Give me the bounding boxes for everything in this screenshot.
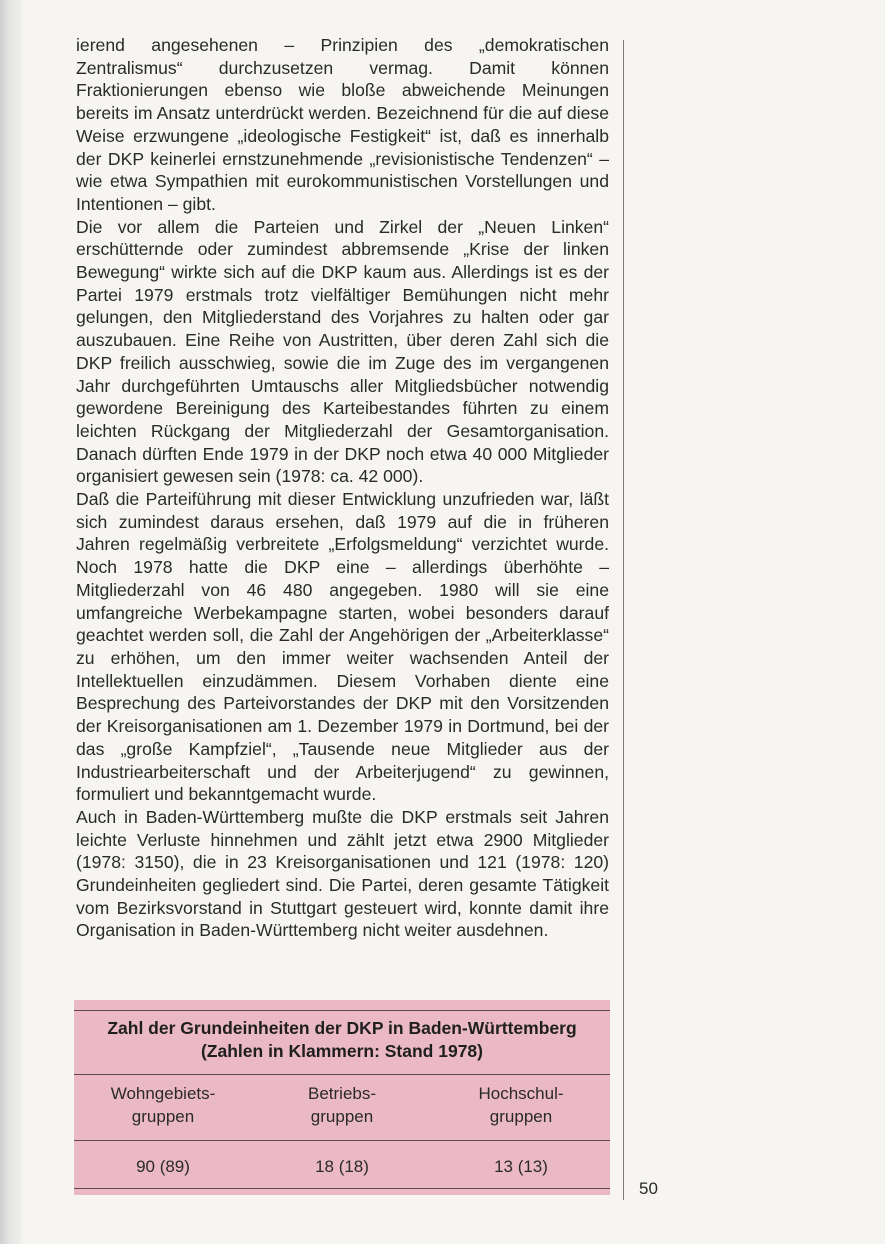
column-header-hochschulgruppen: Hochschul- gruppen — [478, 1084, 564, 1126]
paragraph-2: Die vor allem die Parteien und Zirkel der „Neuen Linken“ erschütternde oder zumindest abbremsende „Krise der linken Bewegung“ wirkte sich auf die DKP kaum aus. Allerdings ist es der Partei 1979 erstmals trotz vielfältiger Bemühungen nicht mehr gelungen, den Mitgliederstand des Vorjahres zu halten oder gar auszubauen. Eine Reihe von Austritten, über deren Zahl sich die DKP freilich ausschwieg, sowie die im Zuge des im vergangenen Jahr durchgeführten Umtauschs aller Mitgliedsbücher notwendig gewordene Bereinigung des Karteibestandes führten zu einem leichten Rückgang der Mitgliederzahl der Gesamtorganisation. Danach dürften Ende 1979 in der DKP noch etwa 40 000 Mitglieder organisiert gewesen sein (1978: ca. 42 000). — [76, 216, 609, 487]
value-wohngebietsgruppen: 90 (89) — [136, 1157, 190, 1176]
column-header-wohngebietsgruppen: Wohngebiets- gruppen — [110, 1084, 216, 1126]
statistics-table — [74, 1000, 610, 1195]
page-number: 50 — [639, 1179, 658, 1198]
column-header-betriebsgruppen: Betriebs- gruppen — [307, 1084, 377, 1126]
table-rule-values — [74, 1140, 610, 1141]
paragraph-3: Daß die Parteiführung mit dieser Entwicklung unzufrieden war, läßt sich zumindest daraus ersehen, daß 1979 auf die in früheren Jahren regelmäßig verbreitete „Erfolgsmeldung“ verzichtet wurde. Noch 1978 hatte die DKP eine – allerdings überhöhte – Mitgliederzahl von 46 480 angegeben. 1980 will sie eine umfangreiche Werbekampagne starten, wobei besonders darauf geachtet werden soll, die Zahl der Angehörigen der „Arbeiterklasse“ zu erhöhen, um den immer weiter wachsenden Anteil der Intellektuellen einzudämmen. Diesem Vorhaben diente eine Besprechung des Parteivorstandes der DKP mit den Vorsitzenden der Kreisorganisationen am 1. Dezember 1979 in Dortmund, bei der das „große Kampfziel“, „Tausende neue Mitglieder aus der Industriearbeiterschaft und der Arbeiterjugend“ zu gewinnen, formuliert und bekanntgemacht wurde. — [76, 489, 609, 805]
table-rule-bottom — [74, 1188, 610, 1189]
margin-rule — [623, 40, 624, 1200]
table-rule-top — [74, 1010, 610, 1011]
paragraph-1: ierend angesehenen – Prinzipien des „demokratischen Zentralismus“ durchzusetzen vermag. Damit können Fraktionierungen ebenso wie bloße abweichende Meinungen bereits im Ansatz unterdrückt werden. Bezeichnend für die auf diese Weise erzwungene „ideologische Festigkeit“ ist, daß es innerhalb der DKP keinerlei ernstzunehmende „revisionistische Tendenzen“ – wie etwa Sympathien mit eurokommunistischen Vorstellungen und Intentionen – gibt. — [76, 35, 609, 214]
table-title-line-1: Zahl der Grundeinheiten der DKP in Baden-Württemberg — [107, 1018, 577, 1038]
body-text — [76, 34, 609, 942]
paragraph-4: Auch in Baden-Württemberg mußte die DKP erstmals seit Jahren leichte Verluste hinnehmen und zählt jetzt etwa 2900 Mitglieder (1978: 3150), die in 23 Kreisorganisationen und 121 (1978: 120) Grundeinheiten gegliedert sind. Die Partei, deren gesamte Tätigkeit vom Bezirksvorstand in Stuttgart gesteuert wird, konnte damit ihre Organisation in Baden-Württemberg nicht weiter ausdehnen. — [76, 806, 609, 941]
table-title — [74, 1017, 610, 1063]
value-betriebsgruppen: 18 (18) — [315, 1157, 369, 1176]
value-hochschulgruppen: 13 (13) — [494, 1157, 548, 1176]
table-title-line-2: (Zahlen in Klammern: Stand 1978) — [200, 1041, 483, 1061]
table-rule-header — [74, 1074, 610, 1075]
book-spine-shadow — [0, 0, 22, 1244]
